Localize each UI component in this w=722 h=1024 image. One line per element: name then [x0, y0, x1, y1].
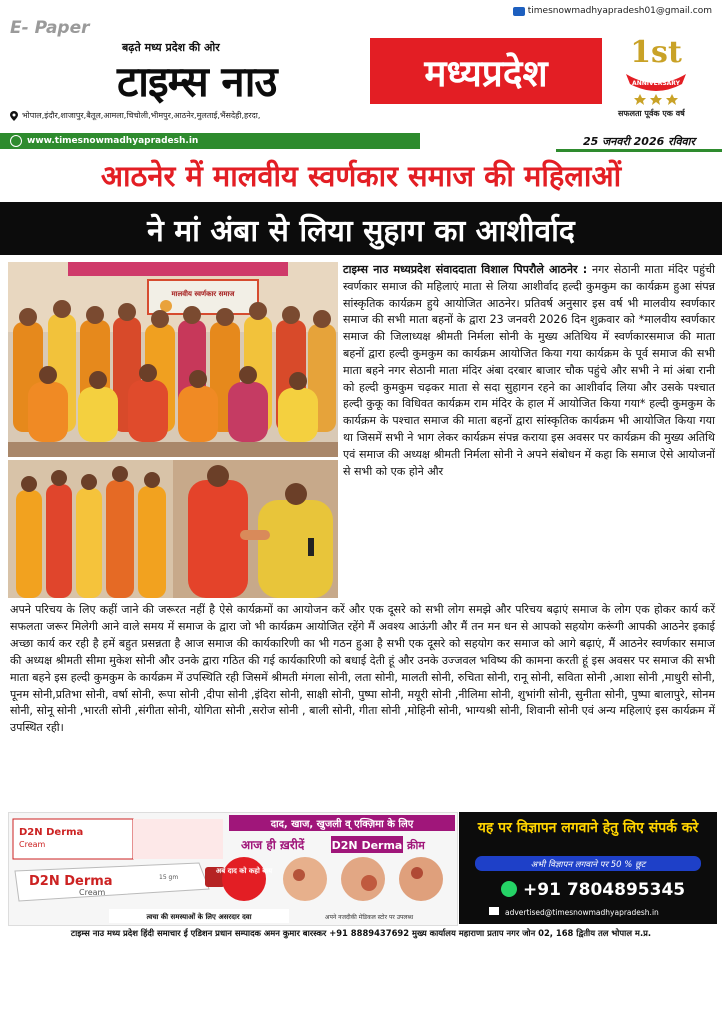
- mail-icon: [489, 907, 499, 915]
- tube-word: Cream: [79, 888, 106, 897]
- article-continued: अपने परिचय के लिए कहीं जाने की जरूरत नहीं है ऐसे कार्यक्रमों का आयोजन करें और एक दूसरे को सभी लोग समझे और परिचय बढ़ाएं समाज के लोग एक होकर कार्य करें सफलता जरूर मिलेगी आने वाले समय में समाज के द्वारा जो भी कार्यक्रम आयोजित रहेंगे मैं अवश्य आऊंगी और मैं तन मन धन से आपको सहयोग करूंगी आपकी आठनेर इकाई अच्छा कार्य कर रही है हमें बहुत प्रसन्नता है आज समाज की कार्यकारिणी का भी गठन हुआ है सभी एक दूसरे को सहयोग कर समाज को आगे बढ़ाएं, मैं आठनेर स्वर्णकार समाज की अध्यक्ष श्रीमती सीमा मुकेश सोनी और उनके द्वारा गठित की गई कार्यकारिणी को बधाई देती हूं और उनके उज्जवल भविष्य की कामना करती हूं इस अवसर पर समाज की सभी माता बहने इस हल्दी कुमकुम के कार्यक्रम में उपस्थिति रही जिसमें श्रीमती मंगला सोनी, लता सोनी, मालती सोनी, रुचिता सोनी, रानू सोनी, सविता सोनी ,आशा सोनी ,माधुरी सोनी, पूनम सोनी,प्रतिभा सोनी, वर्षा सोनी, रूपा सोनी ,दीपा सोनी ,इंदिरा सोनी, साक्षी सोनी, पुष्पा सोनी, मयूरी सोनी ,नीलिमा सोनी, शुभांगी सोनी, सुनीता सोनी, पुष्पा बालापुरे, सोनम सोनी, सोनू सोनी ,भारती सोनी ,संगीता सोनी, योगिता सोनी ,सरोज सोनी , बाली सोनी, गीता सोनी ,मोहिनी सोनी, भाग्यश्री सोनी, शिवानी सोनी एवं अन्य महिलाएं इस कार्यक्रम में उपस्थित रही।: [10, 603, 715, 735]
- globe-icon: [10, 135, 22, 147]
- ad-bottom-right: अपने नजदीकी मेडिकल स्टोर पर उपलब्ध: [324, 914, 414, 921]
- contact-email[interactable]: advertised@timesnowmadhyapradesh.in: [505, 908, 659, 917]
- masthead-right: [370, 38, 602, 104]
- email-icon: [513, 7, 525, 16]
- derma-ad[interactable]: [8, 812, 458, 926]
- website-text: www.timesnowmadhyapradesh.in: [27, 136, 199, 146]
- ad-bottom-left: त्वचा की समस्याओं के लिए असरदार दवा: [146, 913, 252, 921]
- contact-title: यह पर विज्ञापन लगवाने हेतु लिए संपर्क करे: [477, 820, 699, 836]
- ad-top-line: दाद, खाज, खुजली व् एक्ज़िमा के लिए: [270, 819, 414, 830]
- ad-badge: अब दाद को कहो बाय: [215, 867, 273, 875]
- advertise-contact-box[interactable]: [459, 812, 717, 924]
- ad-product: D2N Derma: [331, 839, 403, 852]
- ceremony-photo: [8, 460, 338, 598]
- group-photo: [8, 262, 338, 457]
- city-list: [10, 110, 260, 121]
- tube-weight: 15 gm: [159, 874, 179, 881]
- contact-phone[interactable]: +91 7804895345: [523, 880, 686, 900]
- article-column-text: नगर सेठानी माता मंदिर पहुंची स्वर्णकार समाज की महिलाएं माता से लिया आशीर्वाद हल्दी कुमकुम का कार्यक्रम हुआ संपन्न सांस्कृतिक कार्यक्रम हुये आयोजित आठनेर। प्रतिवर्ष अनुसार इस वर्ष भी मालवीय स्वर्णकार समाज की सभी माता बहनों के द्वारा 23 जनवरी 2026 दिन शुक्रवार को *मालवीय स्वर्णकार समाज की जिलाध्यक्ष श्रीमती निर्मला सोनी के मुख्य अतिथिय में स्वर्णकारसमाज की माता बहनों द्वारा हल्दी कुमकुम का कार्यक्रम आयोजित किया गया कार्यक्रम के पूर्व समाज की सभी माता बहने नगर सेठानी माता मंदिर अंबा दरबार बाजार चौक पहुंचे और सभी ने मां अंबा रानी को हल्दी कुमकुम चढ़कर माता से सदा सुहागन रहने का आशीर्वाद लिया और उसके पश्चात हल्दी कुकू का विधिवत कार्यक्रम राम मंदिर के हाल में आयोजित किया गया* हल्दी कुमकुम के कार्यक्रम के पश्चात समाज की माता बहनों द्वारा सांस्कृतिक कार्यक्रम भी आयोजित किया गया था जिसमें सभी ने भाग लेकर कार्यक्रम संपन्न कराया इस अवसर पर कार्यक्रम की मुख्य अतिथि एवं समाज की अध्यक्ष श्रीमती निर्मला सोनी ने अपने संबोधन में कहा कि समाज ऐसे आयोजनों से सभी को एक होने और: [343, 263, 715, 478]
- header-email-text: timesnowmadhyapradesh01@gmail.com: [527, 6, 712, 16]
- article-byline: टाइम्स नाउ मध्यप्रदेश संवाददाता विशाल पिपरौले आठनेर :: [343, 263, 588, 276]
- city-list-text: भोपाल,इंदौर,शाजापुर,बैतूल,आमला,चिचोली,भीमपुर,आठनेर,मुलताई,भैंसदेही,हरदा,: [22, 111, 261, 120]
- headline-line1: आठनेर में मालवीय स्वर्णकार समाज की महिलाओं: [100, 159, 622, 193]
- location-pin-icon: [10, 111, 18, 121]
- whatsapp-icon: [501, 881, 517, 897]
- headline-line2: ने मां अंबा से लिया सुहाग का आशीर्वाद: [147, 214, 575, 249]
- event-banner-text: मालवीय स्वर्णकार समाज: [171, 290, 235, 298]
- box-brand: D2N Derma: [19, 827, 84, 838]
- anniversary-logo: [620, 34, 692, 108]
- footer-imprint: टाइम्स नाउ मध्य प्रदेश हिंदी समाचार ई एडिशन प्रधान सम्पादक अमन कुमार बारस्कर +91 8889437692 मुख्य कार्यालय महाराणा प्रताप नगर जोन 02, 168 द्वितीय तल भोपाल म.प्र.: [70, 928, 652, 938]
- header-email[interactable]: [513, 6, 712, 16]
- ad-second-prefix: आज ही ख़रीदें: [241, 838, 305, 852]
- tagline: बढ़ते मध्य प्रदेश की ओर: [122, 41, 220, 54]
- tube-brand: D2N Derma: [29, 874, 113, 889]
- issue-date: 25 जनवरी 2026 रविवार: [556, 133, 722, 152]
- masthead-left: टाइम्स नाउ: [117, 57, 277, 106]
- website-link[interactable]: [0, 133, 420, 149]
- anniversary-word: ANNIVERSARY: [632, 80, 680, 87]
- anniversary-caption: सफलता पूर्वक एक वर्ष: [618, 109, 685, 118]
- box-word: Cream: [19, 840, 46, 849]
- ad-second-suffix: क्रीम: [407, 839, 425, 852]
- masthead-right-text: मध्यप्रदेश: [424, 51, 548, 95]
- contact-offer: अभी विज्ञापन लगवाने पर 50 % छूट: [530, 860, 646, 870]
- epaper-label: E- Paper: [10, 18, 90, 38]
- anniversary-number: 1st: [630, 35, 682, 70]
- article-column: [343, 262, 715, 480]
